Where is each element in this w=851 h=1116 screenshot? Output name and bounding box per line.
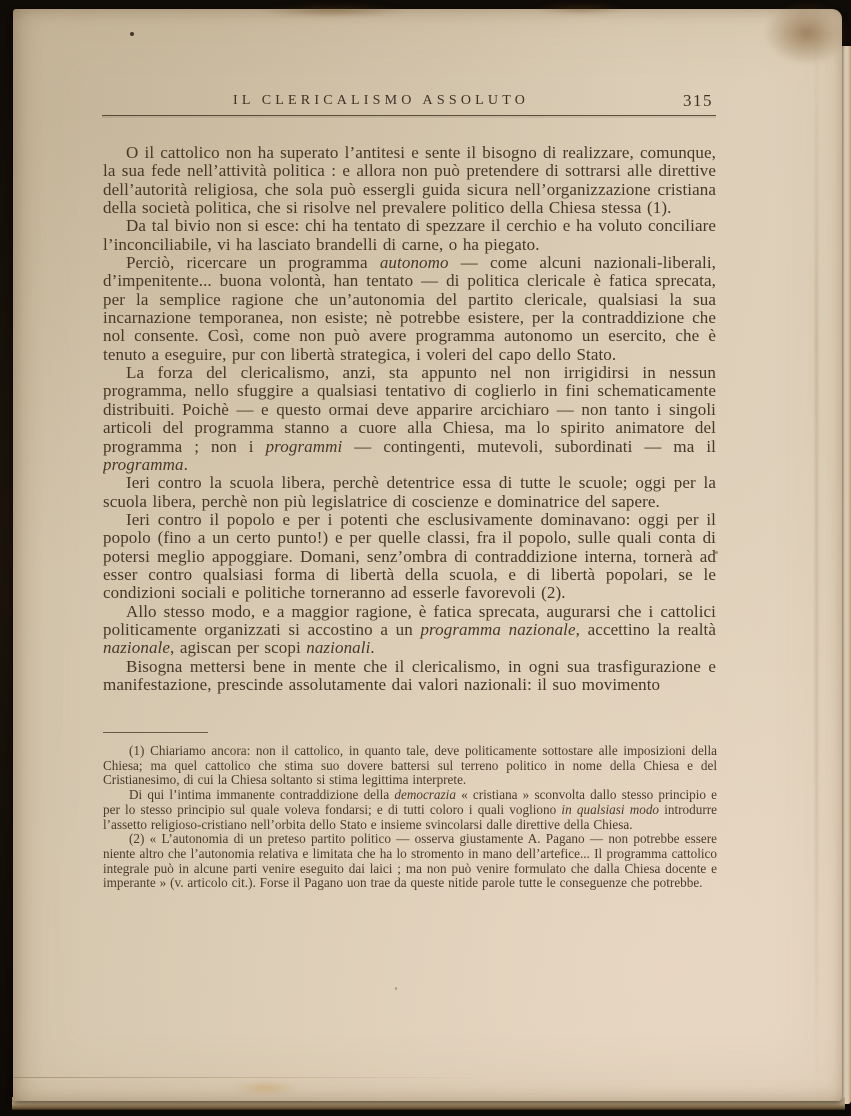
paragraph: Ieri contro il popolo e per i potenti che esclusivamente dominavano: oggi per il popolo (fino a un certo punto!) e per quelle classi, fra il popolo, sulle quali conta di potersi meglio appoggiare. Domani, senz’ombra di contraddizione interna, tornerà ad esser contro qualsiasi forma di libertà della scuola, e di libertà popolari, se le condizioni sociali e politiche torneranno ad esserle favorevoli (2). — [103, 509, 716, 603]
paragraph: La forza del clericalismo, anzi, sta appunto nel non irrigidirsi in nessun programma, nello sfuggire a qualsiasi tentativo di coglierlo in fini schematicamente distribuiti. Poichè — e questo ormai deve apparire arcichiaro — non tanto i singoli articoli del programma stanno a cuore alla Chiesa, ma lo spirito animatore del programma ; non i programmi — contingenti, mutevoli, subordinati — ma il programma. — [103, 363, 716, 474]
running-header — [103, 93, 715, 113]
paragraph: Bisogna mettersi bene in mente che il clericalismo, in ogni sua trasfigurazione e manifestazione, prescinde assolutamente dai valori nazionali: il suo movimento — [103, 656, 716, 694]
stain-top-edge — [533, 3, 628, 14]
book-page — [13, 9, 842, 1101]
paragraph: Ieri contro la scuola libera, perchè detentrice essa di tutte le scuole; oggi per la scuola libera, perchè non più legislatrice di coscienze e dominatrice del sapere. — [103, 473, 716, 511]
paragraph: (1) Chiariamo ancora: non il cattolico, in quanto tale, deve politicamente sottostare alle imposizioni della Chiesa; ma quel cattolico che stima suo dovere battersi sul terreno politico in nome della Chiesa e del Cristianesimo, di cui la Chiesa soltanto si stima legittima interprete. — [103, 743, 717, 788]
page-fold-line — [13, 1077, 494, 1078]
body-text — [103, 144, 716, 732]
footnote-separator — [103, 732, 208, 733]
dust-speck — [130, 32, 134, 36]
footnotes — [103, 744, 717, 891]
dust-speck — [395, 987, 397, 990]
page-number: 315 — [683, 91, 713, 110]
paragraph: Perciò, ricercare un programma autonomo — come alcuni nazionali-liberali, d’impenitente... buona volontà, han tentato — di politica clericale è fatica sprecata, per la semplice ragione che un’autonomia del partito clericale, qualsiasi la sua incarnazione temporanea, non esiste; nè potrebbe esistere, per la contraddizione che nol consente. Così, come non può avere programma autonomo un esercito, che è tenuto a eseguire, pur con libertà strategica, i voleri del capo dello Stato. — [103, 253, 716, 364]
paragraph: Di qui l’intima immanente contraddizione della democrazia « cristiana » sconvolta dallo stesso principio e per lo stesso principio sul quale voleva fondarsi; e di tutti coloro i quali vogliono in qualsiasi modo introdurre l’assetto religioso-cristiano nell’orbita dello Stato e insieme svincolarsi dalle direttive della Chiesa. — [103, 787, 717, 832]
paragraph: Da tal bivio non si esce: chi ha tentato di spezzare il cerchio e ha voluto conciliare l’inconciliabile, vi ha lasciato brandelli di carne, o ha piegato. — [103, 216, 716, 254]
paragraph: O il cattolico non ha superato l’antitesi e sente il bisogno di realizzare, comunque, la sua fede nell’attività politica : e allora non può pretendere di sottrarsi alle direttive dell’autorità religiosa, che sola può essergli guida sicura nell’organizzazione cristiana della società politica, che si risolve nel prevalere politico della Chiesa stessa (1). — [103, 144, 716, 218]
running-header-title: IL CLERICALISMO ASSOLUTO — [232, 93, 530, 108]
paragraph: Allo stesso modo, e a maggior ragione, è fatica sprecata, augurarsi che i cattolici politicamente organizzati si accostino a un programma nazionale, accettino la realtà nazionale, agiscan per scopi nazionali. — [103, 601, 716, 658]
paragraph: (2) « L’autonomia di un preteso partito politico — osserva giustamente A. Pagano — non potrebbe essere niente altro che l’autonomia relativa e limitata che ha lo stromento in mano dell’artefice... Il programma cattolico integrale può in alcune parti venire eseguito dai laici ; ma non può venire formulato che dalla Chiesa docente e imperante » (v. articolo cit.). Forse il Pagano uon trae da queste nitide parole tutte le conseguenze che potrebbe. — [103, 831, 717, 891]
page-crease — [815, 9, 818, 1101]
stain-bottom-edge — [233, 1081, 299, 1095]
stain-top-edge — [258, 4, 408, 17]
stain-top-right-corner — [764, 1, 850, 65]
header-rule — [102, 115, 716, 116]
